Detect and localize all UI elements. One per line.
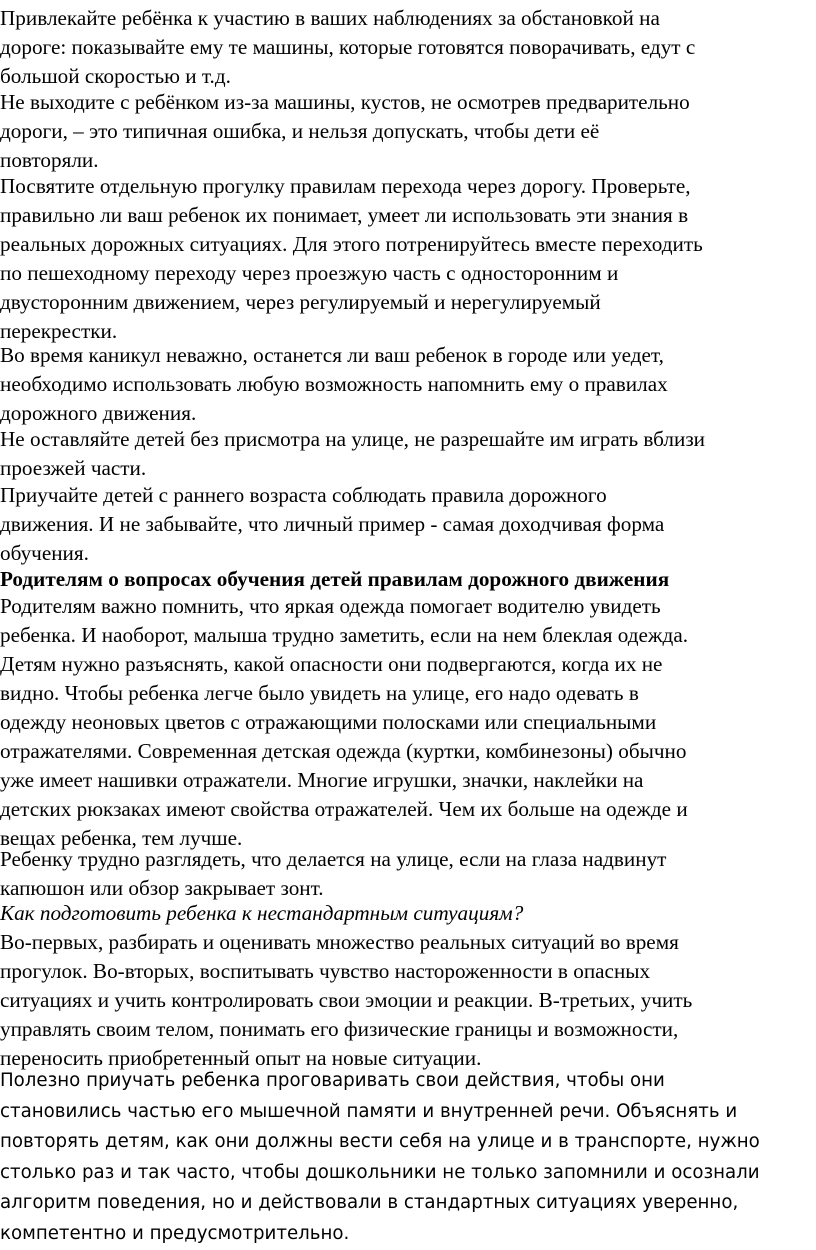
text-line: одежду неоновых цветов с отражающими полосками или специальными [0,710,657,734]
paragraph-preparation-steps [0,928,812,1073]
paragraph-no-unattended [0,425,812,483]
paragraph-speak-actions [0,1066,812,1250]
text-line: вещах ребенка, тем лучше. [0,826,243,850]
text-line: компетентно и предусмотрительно. [0,1222,350,1244]
text-line: прогулок. Во-вторых, воспитывать чувство настороженности в опасных [0,959,651,983]
text-line: большой скоростью и т.д. [0,64,231,88]
text-line: повторять детям, как они должны вести себя на улице и в транспорте, нужно [0,1131,760,1153]
text-line: проезжей части. [0,456,147,480]
text-line: Посвятите отдельную прогулку правилам перехода через дорогу. Проверьте, [0,174,691,198]
text-line: повторяли. [0,148,99,172]
text-line: переносить приобретенный опыт на новые ситуации. [0,1046,482,1070]
text-line: Полезно приучать ребенка проговаривать свои действия, чтобы они [0,1070,665,1091]
text-line: дороге: показывайте ему те машины, которые готовятся поворачивать, едут с [0,35,696,59]
text-line: капюшон или обзор закрывает зонт. [0,876,324,900]
paragraph-hood-umbrella [0,845,812,903]
text-line: обучения. [0,541,89,565]
text-line: Детям нужно разъяснять, какой опасности они подвергаются, когда их не [0,652,663,676]
text-line: Привлекайте ребёнка к участию в ваших наблюдениях за обстановкой на [0,6,660,30]
heading-text: Родителям о вопросах обучения детей правилам дорожного движения [0,567,670,591]
text-line: перекрестки. [0,319,118,343]
text-line: становились частью его мышечной памяти и внутренней речи. Объяснять и [0,1100,738,1122]
text-line: двусторонним движением, через регулируемый и нерегулируемый [0,290,601,314]
text-line: Приучайте детей с раннего возраста соблюдать правила дорожного [0,483,607,507]
text-line: отражателями. Современная детская одежда (куртки, комбинезоны) обычно [0,739,687,763]
text-line: столько раз и так часто, чтобы дошкольники не только запомнили и осознали [0,1161,760,1183]
text-line: движения. И не забывайте, что личный пример - самая доходчивая форма [0,512,665,536]
paragraph-early-age [0,481,812,568]
paragraph-dont-step-out [0,88,812,175]
text-line: необходимо использовать любую возможность напомнить ему о правилах [0,372,668,396]
italic-question [0,899,812,928]
text-line: Ребенку трудно разглядеть, что делается на улице, если на глаза надвинут [0,847,667,871]
text-line: ребенка. И наоборот, малыша трудно заметить, если на нем блеклая одежда. [0,623,689,647]
question-text: Как подготовить ребенка к нестандартным ситуациям? [0,901,524,925]
paragraph-holidays [0,341,812,428]
text-line: Не выходите с ребёнком из-за машины, кустов, не осмотрев предварительно [0,90,690,114]
text-line: Во-первых, разбирать и оценивать множество реальных ситуаций во время [0,930,679,954]
text-line: Родителям важно помнить, что яркая одежда помогает водителю увидеть [0,594,661,618]
text-line: детских рюкзаках имеют свойства отражателей. Чем их больше на одежде и [0,797,688,821]
text-line: правильно ли ваш ребенок их понимает, умеет ли использовать эти знания в [0,203,689,227]
paragraph-bright-clothing [0,592,812,853]
paragraph-crossing-walk [0,172,812,346]
section-heading [0,565,812,594]
text-line: Во время каникул неважно, останется ли ваш ребенок в городе или уедет, [0,343,664,367]
text-line: управлять своим телом, понимать его физические границы и возможности, [0,1017,679,1041]
text-line: реальных дорожных ситуациях. Для этого потренируйтесь вместе переходить [0,232,703,256]
text-line: ситуациях и учить контролировать свои эмоции и реакции. В-третьих, учить [0,988,693,1012]
text-line: видно. Чтобы ребенка легче было увидеть на улице, его надо одевать в [0,681,639,705]
text-line: дорожного движения. [0,401,197,425]
text-line: по пешеходному переходу через проезжую часть с односторонним и [0,261,619,285]
text-line: дороги, – это типичная ошибка, и нельзя допускать, чтобы дети её [0,119,600,143]
text-line: уже имеет нашивки отражатели. Многие игрушки, значки, наклейки на [0,768,644,792]
text-line: алгоритм поведения, но и действовали в стандартных ситуациях уверенно, [0,1192,739,1214]
text-line: Не оставляйте детей без присмотра на улице, не разрешайте им играть вблизи [0,427,706,451]
paragraph-involve-child [0,4,812,91]
